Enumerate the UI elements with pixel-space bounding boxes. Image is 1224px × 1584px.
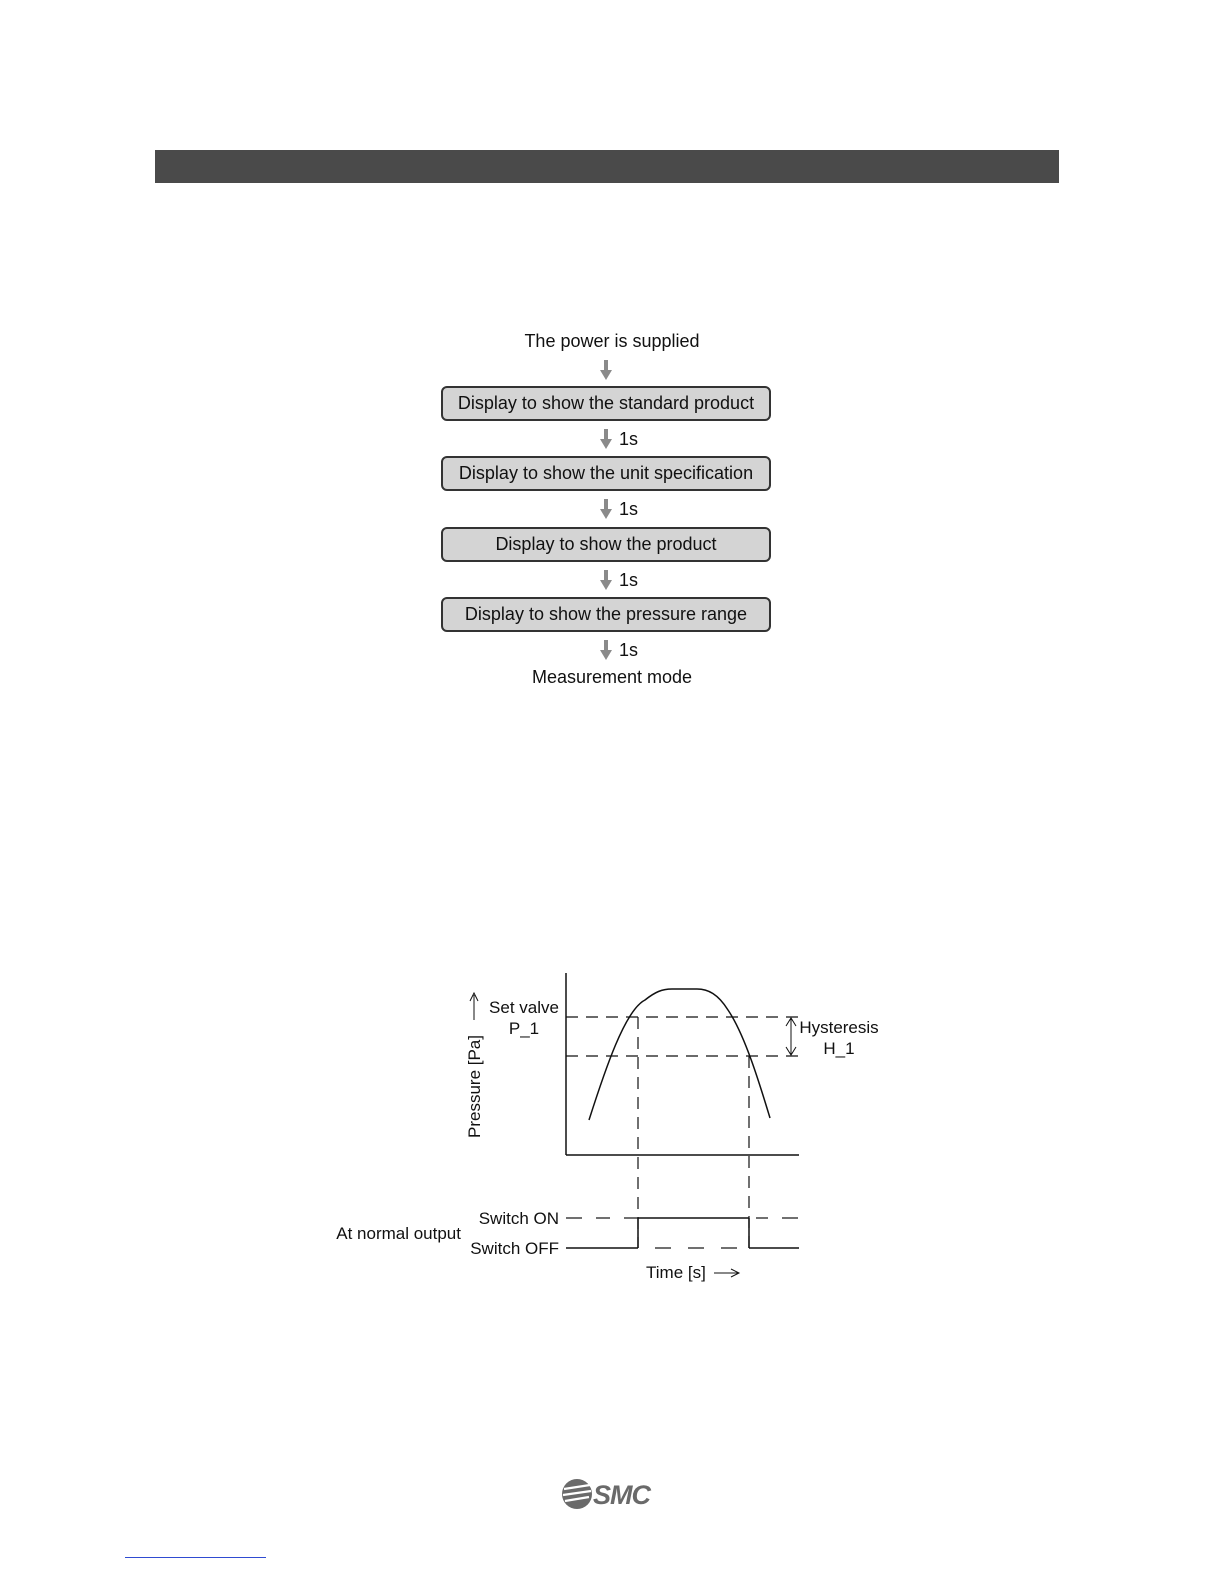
flow-delay: 1s [619, 499, 639, 519]
flow-step-product: Display to show the product [441, 527, 771, 562]
flow-delay: 1s [619, 570, 639, 590]
up-arrow-icon [470, 993, 478, 1020]
flow-step-pressure-range: Display to show the pressure range [441, 597, 771, 632]
set-value-label: Set valve [489, 998, 559, 1017]
hysteresis-bracket [786, 1018, 796, 1055]
hysteresis-label: Hysteresis [799, 1018, 879, 1037]
switch-on-label: Switch ON [478, 1209, 559, 1228]
flow-delay: 1s [619, 429, 639, 449]
smc-logo [560, 1476, 655, 1512]
logo-text: SMC [593, 1480, 650, 1510]
flow-delay: 1s [619, 640, 639, 660]
switch-off-label: Switch OFF [470, 1239, 559, 1258]
y-axis-label: Pressure [Pa] [465, 1035, 484, 1138]
flow-step-standard-product: Display to show the standard product [441, 386, 771, 421]
output-mode-label: At normal output [336, 1224, 461, 1243]
set-value-name: P_1 [508, 1019, 540, 1038]
flow-start-text: The power is supplied [524, 331, 700, 351]
flow-end-text: Measurement mode [531, 667, 693, 687]
flow-step-unit-specification: Display to show the unit specification [441, 456, 771, 491]
footer-link-underline[interactable] [125, 1557, 266, 1558]
hysteresis-name: H_1 [823, 1039, 855, 1058]
right-arrow-icon [714, 1269, 739, 1277]
x-axis-label: Time [s] [646, 1263, 706, 1282]
switch-output-signal [566, 1218, 799, 1248]
pressure-curve [589, 989, 770, 1120]
